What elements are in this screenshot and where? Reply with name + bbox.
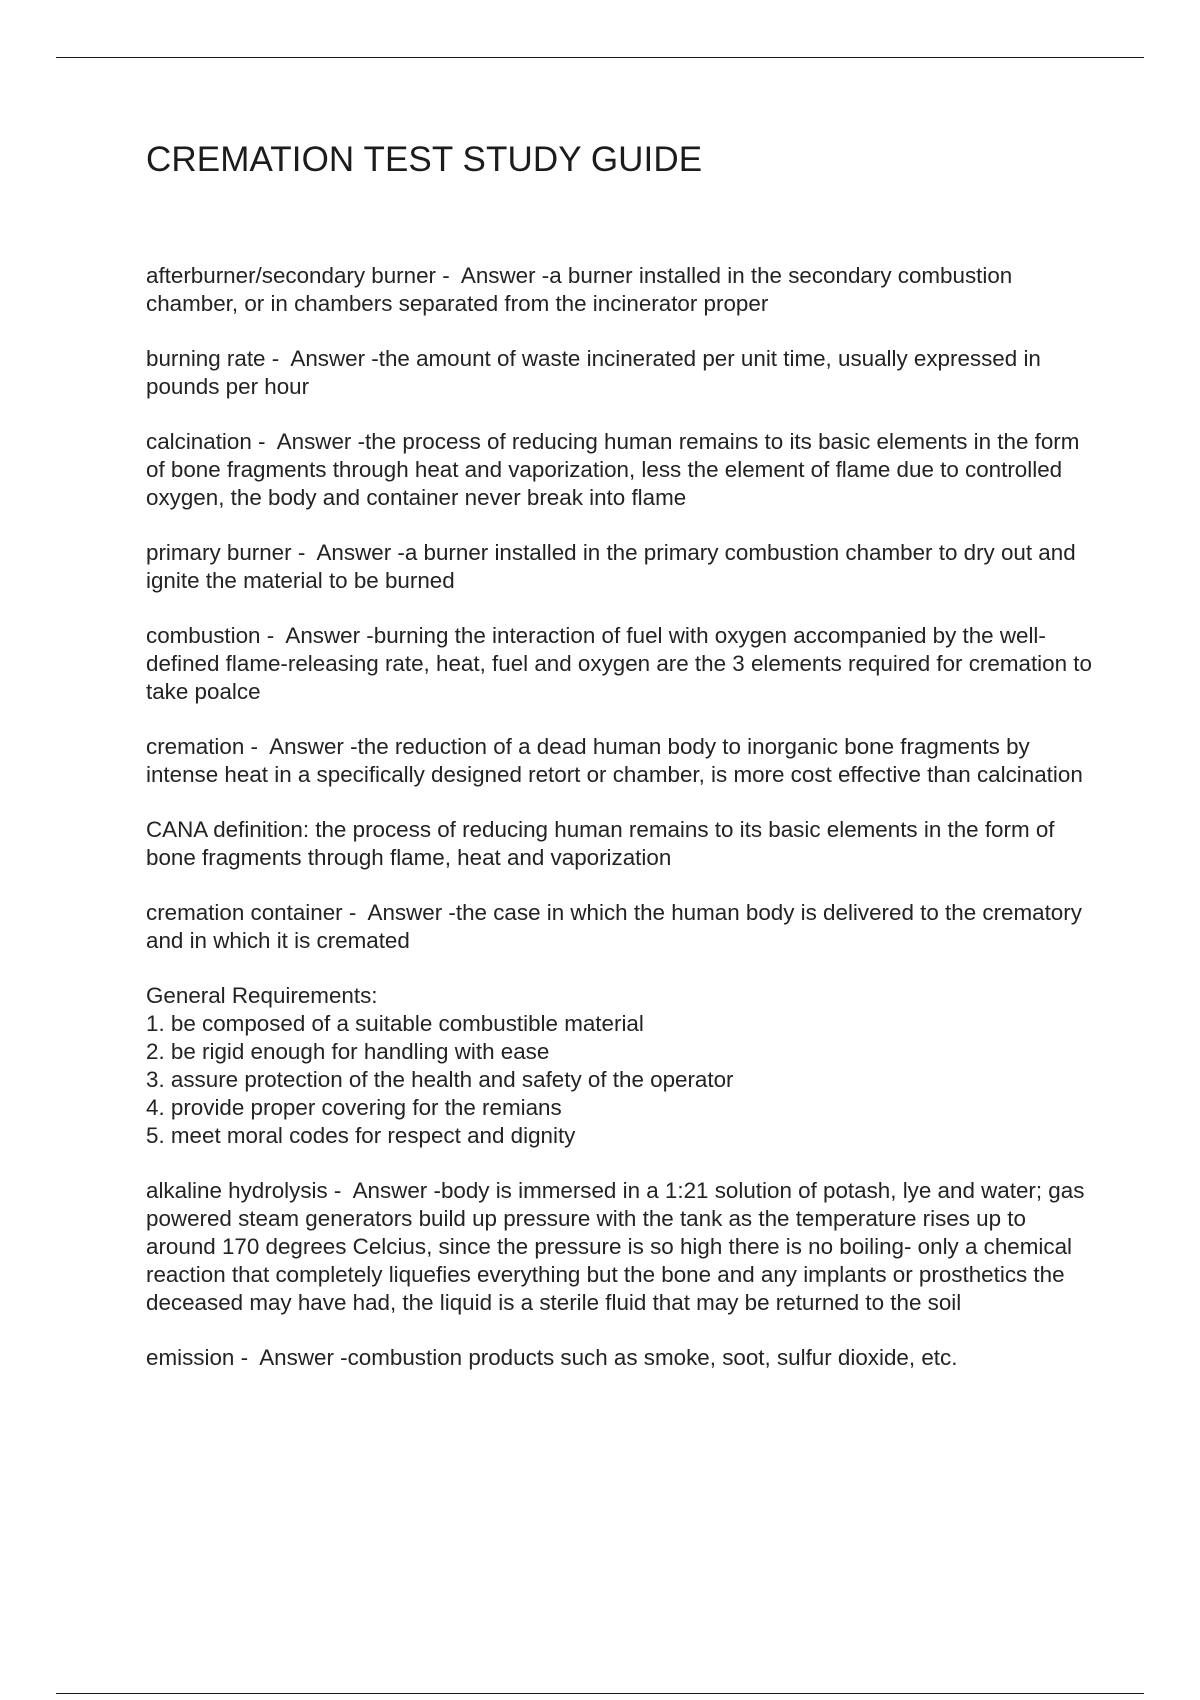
entry-answer: the reduction of a dead human body to inorganic bone fragments by intense heat in a specifically designed retort or chamber, is more cost effective than calcination	[146, 734, 1083, 787]
answer-prefix: Answer -	[259, 1345, 348, 1370]
document-body	[146, 140, 1096, 1399]
answer-prefix: Answer -	[285, 623, 374, 648]
answer-prefix: Answer -	[367, 900, 456, 925]
entry-afterburner: afterburner/secondary burner - Answer -a burner installed in the secondary combustion chamber, or in chambers separated from the incinerator proper	[146, 263, 1013, 316]
requirement-item: 1. be composed of a suitable combustible material	[146, 1011, 644, 1036]
entry-answer: a burner installed in the secondary combustion chamber, or in chambers separated from the incinerator proper	[146, 263, 1013, 316]
cana-definition: CANA definition: the process of reducing human remains to its basic elements in the form of bone fragments through flame, heat and vaporization	[146, 817, 1055, 870]
entry-answer: a burner installed in the primary combustion chamber to dry out and ignite the material to be burned	[146, 540, 1076, 593]
bottom-divider	[56, 1693, 1144, 1694]
entry-calcination: calcination - Answer -the process of reducing human remains to its basic elements in the form of bone fragments through heat and vaporization, less the element of flame due to controlled oxygen, the body and container never break into flame	[146, 429, 1080, 510]
entry-answer: burning the interaction of fuel with oxygen accompanied by the well-defined flame-releasing rate, heat, fuel and oxygen are the 3 elements required for cremation to take poalce	[146, 623, 1092, 704]
answer-prefix: Answer -	[460, 263, 550, 288]
entry-term: primary burner	[146, 540, 292, 565]
requirement-item: 2. be rigid enough for handling with ease	[146, 1039, 550, 1064]
entry-answer: body is immersed in a 1:21 solution of potash, lye and water; gas powered steam generators build up pressure with the tank as the temperature rises up to around 170 degrees Celcius, since the pressure is so high there is no boiling- only a chemical reaction that completely liquefies everything but the bone and any implants or prosthetics the deceased may have had, the liquid is a sterile fluid that may be returned to the soil	[146, 1178, 1085, 1315]
entry-cremation-container: cremation container - Answer -the case in which the human body is delivered to the crematory and in which it is cremated	[146, 900, 1082, 953]
entry-term: cremation container	[146, 900, 343, 925]
requirement-item: 3. assure protection of the health and safety of the operator	[146, 1067, 734, 1092]
entry-combustion: combustion - Answer -burning the interaction of fuel with oxygen accompanied by the well-defined flame-releasing rate, heat, fuel and oxygen are the 3 elements required for cremation to take poalce	[146, 623, 1092, 704]
entry-cremation: cremation - Answer -the reduction of a dead human body to inorganic bone fragments by intense heat in a specifically designed retort or chamber, is more cost effective than calcination	[146, 734, 1083, 787]
entry-answer: the case in which the human body is delivered to the crematory and in which it is cremated	[146, 900, 1082, 953]
entry-term: emission	[146, 1345, 235, 1370]
entry-answer: combustion products such as smoke, soot, sulfur dioxide, etc.	[347, 1345, 958, 1370]
entry-term: alkaline hydrolysis	[146, 1178, 328, 1203]
entry-term: burning rate	[146, 346, 266, 371]
document-title: CREMATION TEST STUDY GUIDE	[146, 140, 703, 179]
entry-burning-rate: burning rate - Answer -the amount of waste incinerated per unit time, usually expressed in pounds per hour	[146, 346, 1041, 399]
answer-prefix: Answer -	[290, 346, 379, 371]
entry-emission: emission - Answer -combustion products such as smoke, soot, sulfur dioxide, etc.	[146, 1345, 958, 1370]
entry-term: combustion	[146, 623, 261, 648]
general-requirements	[146, 982, 1096, 1150]
entry-term: calcination	[146, 429, 252, 454]
entry-alkaline-hydrolysis: alkaline hydrolysis - Answer -body is immersed in a 1:21 solution of potash, lye and water; gas powered steam generators build up pressure with the tank as the temperature rises up to around 170 degrees Celcius, since the pressure is so high there is no boiling- only a chemical reaction that completely liquefies everything but the bone and any implants or prosthetics the deceased may have had, the liquid is a sterile fluid that may be returned to the soil	[146, 1178, 1085, 1315]
answer-prefix: Answer -	[269, 734, 358, 759]
answer-prefix: Answer -	[352, 1178, 441, 1203]
requirement-item: 5. meet moral codes for respect and dignity	[146, 1123, 576, 1148]
answer-prefix: Answer -	[276, 429, 366, 454]
entry-term: afterburner/secondary burner	[146, 263, 436, 288]
entry-answer: the amount of waste incinerated per unit time, usually expressed in pounds per hour	[146, 346, 1041, 399]
requirement-item: 4. provide proper covering for the remians	[146, 1095, 562, 1120]
entry-answer: the process of reducing human remains to its basic elements in the form of bone fragments through heat and vaporization, less the element of flame due to controlled oxygen, the body and container never break into flame	[146, 429, 1080, 510]
requirements-list	[146, 1010, 1096, 1150]
answer-prefix: Answer -	[316, 540, 405, 565]
entry-term: cremation	[146, 734, 245, 759]
top-divider	[56, 57, 1144, 58]
general-requirements-heading: General Requirements:	[146, 983, 378, 1008]
entry-primary-burner: primary burner - Answer -a burner installed in the primary combustion chamber to dry out and ignite the material to be burned	[146, 540, 1076, 593]
